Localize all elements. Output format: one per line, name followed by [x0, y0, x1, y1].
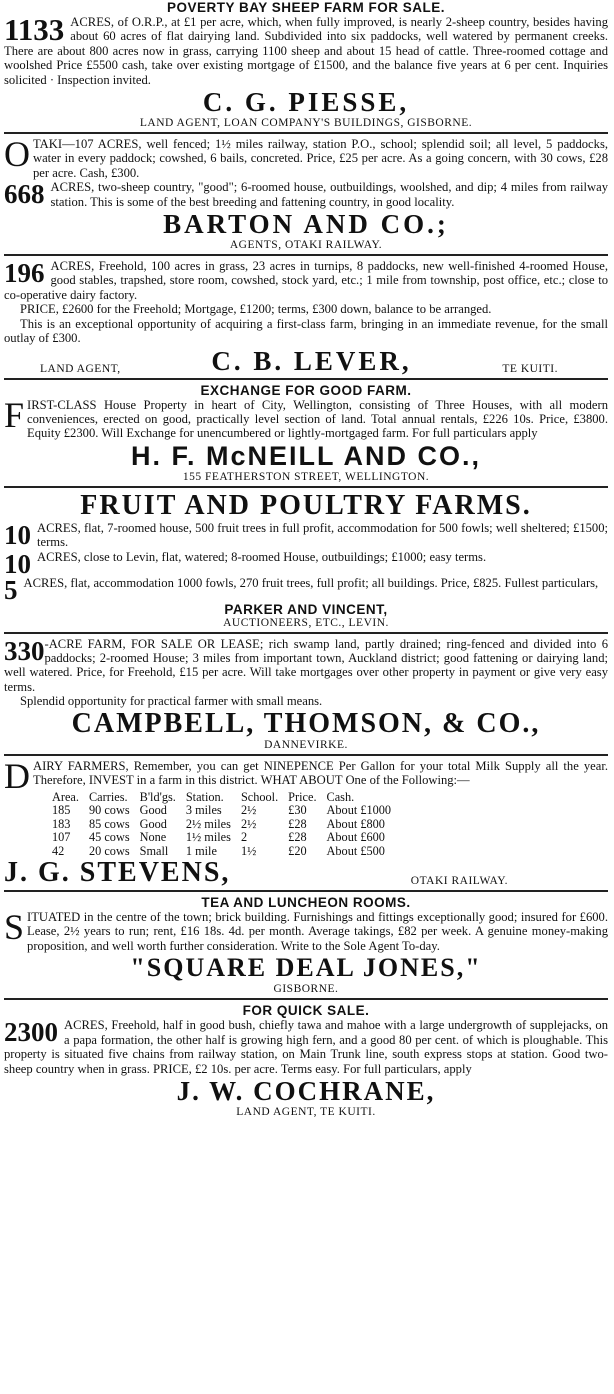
table-cell: 20 cows [88, 843, 130, 858]
acreage-number: 1133 [4, 12, 65, 47]
table-cell: Good [139, 803, 167, 818]
advertiser-role: LAND AGENT, [40, 362, 121, 375]
ad-body [4, 394, 608, 441]
table-cell: 90 cows [88, 803, 130, 818]
acreage-number: 330 [4, 635, 45, 666]
acreage-number: 10 [4, 548, 31, 579]
fullest-particulars: Fullest particulars, [504, 575, 599, 590]
ad-square-deal-jones [4, 895, 608, 996]
table-cell: 2½ miles [185, 816, 231, 831]
acreage-number: 196 [4, 258, 45, 289]
ad-heading: EXCHANGE FOR GOOD FARM. [200, 382, 412, 398]
ad-stevens [4, 755, 608, 889]
advertiser-name: J. G. STEVENS, [4, 857, 231, 889]
table-cell: Good [139, 816, 167, 831]
listing-text: ACRES, close to Levin, flat, watered; 8-roomed House, outbuildings; £1000; easy terms. [37, 549, 487, 564]
ad-text: IRST-CLASS House Property in heart of City, Wellington, consisting of Three Houses, with all modern conveniences, erected on good, practically level section of land. Total annual rentals, £226 10s. Price, £3800. Equity £2300. Will Exchange for unencumbered or lightly-mortgaged farm. For full particulars apply [27, 397, 608, 441]
listing-3 [4, 574, 608, 605]
advertiser-name: J. W. COCHRANE, [176, 1075, 436, 1106]
advertiser-address: DANNEVIRKE. [264, 738, 348, 751]
column-header: School. [240, 789, 279, 804]
advertiser-name: H. F. McNEILL AND CO., [130, 440, 482, 471]
ad-text: TAKI—107 ACRES, well fenced; 1½ miles railway, station P.O., school; splendid soil; all level, 5 paddocks, water in every paddock; cowshed, 6 bails, concreted. Price, £25 per acre. As a going concern, with 30 cows, £28 per acre. Cash, £300. [33, 137, 608, 180]
table-cell: £28 [288, 830, 307, 845]
ad-campbell-thomson [4, 637, 608, 752]
table-cell: 185 [52, 803, 71, 818]
column-header: B'ld'gs. [139, 789, 176, 804]
ad-heading: FOR QUICK SALE. [242, 1003, 370, 1019]
ad-mcneill [4, 383, 608, 484]
ad-text: ACRES, two-sheep country, "good"; 6-roomed house, outbuildings, woolshed, and dip; 4 miles from railway station. This is some of the best breeding and fattening country, in good locality. [50, 180, 608, 209]
advertiser-town: OTAKI RAILWAY. [410, 875, 508, 888]
ad-body [4, 12, 608, 87]
table-cell: 85 cows [88, 816, 130, 831]
divider [4, 890, 608, 892]
table-cell: About £800 [326, 816, 385, 831]
ad-note: Splendid opportunity for practical farmer with small means. [20, 694, 323, 709]
table-cell: 1½ [240, 843, 257, 858]
drop-cap: F [4, 394, 25, 435]
table-cell: About £500 [326, 843, 385, 858]
ad-body [4, 1018, 608, 1076]
advertiser-row [4, 858, 608, 888]
ad-note: This is an exceptional opportunity of acquiring a first-class farm, bringing in an immediate revenue, for the small outlay of £300. [4, 316, 608, 346]
table-cell: 2 [240, 830, 248, 845]
table-cell: £30 [288, 803, 307, 818]
table-cell: £20 [288, 843, 307, 858]
table-cell: 45 cows [88, 830, 130, 845]
ad-body [4, 134, 608, 180]
advertiser-name: C. B. LEVER, [211, 345, 412, 376]
divider [4, 632, 608, 634]
farm-table [52, 791, 401, 859]
ad-body [4, 755, 608, 796]
ad-parker-vincent [4, 491, 608, 630]
table-header-row [52, 791, 401, 805]
listing-1 [4, 521, 608, 550]
ad-body [4, 259, 608, 302]
ad-text: -ACRE FARM, FOR SALE OR LEASE; rich swamp land, partly drained; ring-fenced and divided into 6 paddocks; 2-roomed House; 3 miles from important town, Auckland district; good fattening or dairying land; well watered. Price, for Freehold, £15 per acre. Will take mortgages over other property in payment or give very easy terms. [4, 636, 608, 694]
ad-text: ACRES, Freehold, half in good bush, chiefly tawa and mahoe with a large undergrowth of supplejacks, on a papa formation, the other half is growing high fern, and a good 80 per cent. of which is ploughable. This property is situated five chains from railway station, on Main Trunk line, south express stops at station. Good two-sheep country when in grass. PRICE, £2 10s. per acre. Terms easy. For full particulars, apply [4, 1018, 608, 1076]
drop-cap: S [4, 907, 25, 948]
drop-cap: D [4, 755, 30, 796]
divider [4, 998, 608, 1000]
acreage-number: 10 [4, 519, 31, 550]
ad-price: PRICE, £2600 for the Freehold; Mortgage, £1200; terms, £300 down, balance to be arranged. [20, 302, 492, 317]
advertiser-address: AGENTS, OTAKI RAILWAY. [229, 239, 383, 252]
table-cell: £28 [288, 816, 307, 831]
classified-page [4, 0, 608, 1119]
ad-poverty-bay [4, 0, 608, 130]
ad-body [4, 637, 608, 695]
table-cell: 107 [52, 830, 71, 845]
divider [4, 754, 608, 756]
ad-body [4, 907, 608, 953]
ad-barton [4, 134, 608, 252]
listing-text: ACRES, flat, accommodation 1000 fowls, 270 fruit trees, full profit; all buildings. Price, £825. [23, 575, 502, 590]
table-row [52, 818, 401, 832]
advertiser-name: C. G. PIESSE, [202, 87, 410, 118]
acreage-number: 2300 [4, 1017, 58, 1048]
column-header: Carries. [88, 789, 128, 804]
listing-text: ACRES, flat, 7-roomed house, 500 fruit trees in full profit, accommodation for 500 fowls; well sheltered; £1500; terms. [37, 520, 608, 550]
advertiser-address: LAND AGENT, TE KUITI. [236, 1105, 376, 1118]
table-cell: 1½ miles [185, 830, 231, 845]
ad-text: ITUATED in the centre of the town; brick building. Furnishings and fittings exceptionally good; insured for £600. Lease, 2½ years to run; rent, £16 18s. 4d. per month. Average takings, £82 per week. A genuine money-making proposition, and well worth further consideration. Write to the Sole Agent To-day. [27, 910, 608, 953]
table-row [52, 804, 401, 818]
ad-cochrane [4, 1003, 608, 1119]
ad-lever [4, 259, 608, 375]
advertiser-name: PARKER AND VINCENT, [224, 601, 388, 617]
table-row [52, 845, 401, 859]
advertiser-town: TE KUITI. [502, 362, 558, 375]
divider [4, 378, 608, 380]
table-cell: About £600 [326, 830, 385, 845]
advertiser-row [4, 346, 608, 376]
table-cell: 2½ [240, 803, 257, 818]
table-row [52, 831, 401, 845]
ad-text: ACRES, of O.R.P., at £1 per acre, which, when fully improved, is nearly 2-sheep country, besides having about 60 acres of flat dairying land. Subdivided into six paddocks, well watered by permanent creeks. There are about 800 acres now in grass, carrying 1100 sheep and about 15 head of cattle. Three-roomed cottage and woolshed Price £5500 cash, take over existing mortgage of £1500, and the balance five years at 6 per cent. Inquiries solicited · Inspection invited. [4, 15, 608, 87]
divider [4, 132, 608, 134]
column-header: Price. [288, 789, 317, 804]
advertiser-name: BARTON AND CO.; [163, 209, 449, 240]
advertiser-address: 155 FEATHERSTON STREET, WELLINGTON. [182, 470, 430, 483]
table-cell: 2½ [240, 816, 257, 831]
table-cell: 183 [52, 816, 71, 831]
table-cell: 1 mile [185, 843, 217, 858]
drop-cap: O [4, 134, 30, 175]
ad-body-2 [4, 180, 608, 209]
column-header: Station. [185, 789, 224, 804]
table-cell: 42 [52, 843, 65, 858]
ad-heading: FRUIT AND POULTRY FARMS. [80, 489, 532, 521]
table-cell: None [139, 830, 167, 845]
table-cell: 3 miles [185, 803, 222, 818]
column-header: Cash. [326, 789, 355, 804]
divider [4, 254, 608, 256]
advertiser-address: LAND AGENT, LOAN COMPANY'S BUILDINGS, GISBORNE. [139, 117, 473, 130]
divider [4, 486, 608, 488]
advertiser-name: CAMPBELL, THOMSON, & CO., [71, 707, 541, 739]
acreage-number: 668 [4, 179, 45, 210]
ad-text: AIRY FARMERS, Remember, you can get NINEPENCE Per Gallon for your total Milk Supply all the year. Therefore, INVEST in a farm in this district. WHAT ABOUT One of the Following:— [33, 758, 608, 787]
ad-text: ACRES, Freehold, 100 acres in grass, 23 acres in turnips, 8 paddocks, new well-finished 4-roomed House, good stables, trapshed, store room, cowshed, stock yard, etc.; 1 mile from township, post office, etc.; close to co-operative dairy factory. [4, 259, 608, 302]
column-header: Area. [52, 789, 79, 804]
advertiser-name: "SQUARE DEAL JONES," [130, 953, 482, 983]
ad-heading: POVERTY BAY SHEEP FARM FOR SALE. [166, 0, 446, 15]
table-cell: Small [139, 843, 169, 858]
advertiser-address: AUCTIONEERS, ETC., LEVIN. [223, 616, 389, 629]
ad-heading: TEA AND LUNCHEON ROOMS. [201, 895, 411, 911]
advertiser-address: GISBORNE. [273, 983, 339, 996]
listing-2 [4, 548, 608, 579]
table-cell: About £1000 [326, 803, 392, 818]
acreage-number: 5 [4, 574, 18, 605]
